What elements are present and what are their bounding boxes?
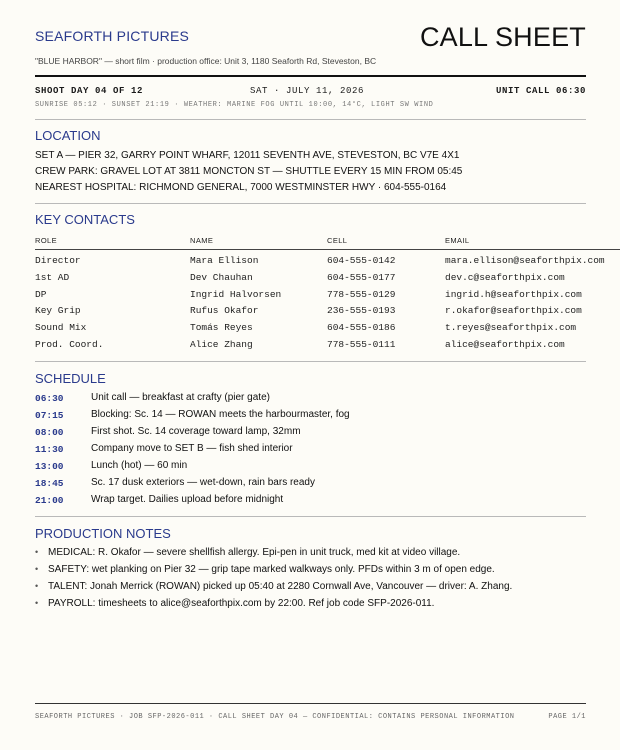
contact-name: Dev Chauhan: [190, 271, 253, 283]
contacts-table: [35, 236, 620, 351]
schedule-heading: SCHEDULE: [35, 371, 106, 386]
contact-role: 1st AD: [35, 271, 70, 283]
location-line-set: SET A — PIER 32, GARRY POINT WHARF, 12011 SEVENTH AVE, STEVESTON, BC V7E 4X1: [35, 150, 460, 161]
contact-role: DP: [35, 288, 47, 300]
contact-email: r.okafor@seaforthpix.com: [445, 305, 582, 317]
contact-cell: 604-555-0177: [327, 271, 396, 283]
schedule-description: Sc. 17 dusk exteriors — wet-down, rain bars ready: [91, 477, 315, 488]
note-text: SAFETY: wet planking on Pier 32 — grip tape marked walkways only. PFDs within 3 m of open edge.: [48, 564, 495, 575]
list-item: [35, 545, 586, 562]
schedule-description: Lunch (hot) — 60 min: [91, 460, 188, 471]
contact-email: alice@seaforthpix.com: [445, 338, 565, 350]
contact-name: Tomás Reyes: [190, 322, 253, 334]
contact-name: Rufus Okafor: [190, 305, 259, 317]
contact-role: Director: [35, 255, 81, 266]
section-divider: [35, 361, 586, 362]
page-number: PAGE 1/1: [548, 713, 586, 721]
contact-name: Ingrid Halvorsen: [190, 288, 282, 300]
bullet-icon: •: [35, 547, 39, 557]
note-text: MEDICAL: R. Okafor — severe shellfish allergy. Epi-pen in unit truck, med kit at video village.: [48, 547, 461, 558]
list-item: [35, 441, 586, 458]
section-divider: [35, 516, 586, 517]
notes-list: [35, 545, 586, 613]
schedule-description: Blocking: Sc. 14 — ROWAN meets the harbourmaster, fog: [91, 409, 350, 420]
footer-text: SEAFORTH PICTURES · JOB SFP-2026-011 · CALL SHEET DAY 04 — CONFIDENTIAL: CONTAINS PERSONAL INFORMATION: [35, 713, 515, 721]
schedule-description: Unit call — breakfast at crafty (pier gate): [91, 392, 270, 403]
bullet-icon: •: [35, 598, 39, 608]
contact-email: ingrid.h@seaforthpix.com: [445, 288, 582, 300]
header-divider: [35, 75, 586, 77]
list-item: [35, 424, 586, 441]
schedule-description: Company move to SET B — fish shed interior: [91, 443, 293, 454]
list-item: [35, 475, 586, 492]
schedule-time: 06:30: [35, 393, 64, 404]
unit-call: UNIT CALL 06:30: [495, 86, 586, 96]
note-text: PAYROLL: timesheets to alice@seaforthpix.com by 22:00. Ref job code SFP-2026-011.: [48, 598, 435, 609]
schedule-description: Wrap target. Dailies upload before midnight: [91, 494, 284, 505]
page-footer: [35, 713, 586, 721]
table-row: [35, 284, 620, 301]
bullet-icon: •: [35, 581, 39, 591]
weather-line: SUNRISE 05:12 · SUNSET 21:19 · WEATHER: MARINE FOG UNTIL 10:00, 14°C, LIGHT SW WIND: [35, 101, 434, 109]
bullet-icon: •: [35, 564, 39, 574]
contact-role: Sound Mix: [35, 322, 87, 334]
schedule-time: 13:00: [35, 461, 64, 472]
shoot-date: SAT · JULY 11, 2026: [250, 86, 365, 96]
production-subline: "BLUE HARBOR" — short film · production office: Unit 3, 1180 Seaforth Rd, Steveston, BC: [35, 56, 377, 66]
contacts-heading: KEY CONTACTS: [35, 212, 135, 227]
schedule-description: First shot. Sc. 14 coverage toward lamp, 32mm: [91, 426, 301, 437]
contact-cell: 604-555-0186: [327, 322, 396, 334]
contact-cell: 236-555-0193: [327, 305, 396, 317]
table-row: [35, 317, 620, 334]
contact-role: Prod. Coord.: [35, 338, 104, 350]
shoot-day: SHOOT DAY 04 OF 12: [35, 86, 144, 96]
table-row: [35, 267, 620, 284]
contact-role: Key Grip: [35, 305, 81, 317]
table-row: [35, 250, 620, 267]
section-divider: [35, 119, 586, 120]
note-text: TALENT: Jonah Merrick (ROWAN) picked up 05:40 at 2280 Cornwall Ave, Vancouver — driver: A. Zhang.: [48, 581, 513, 592]
list-item: [35, 596, 586, 613]
list-item: [35, 492, 586, 509]
schedule-time: 11:30: [35, 444, 64, 455]
contact-email: mara.ellison@seaforthpix.com: [445, 255, 605, 266]
column-header-role: ROLE: [35, 236, 58, 245]
column-header-cell: CELL: [327, 236, 348, 245]
column-header-email: EMAIL: [445, 236, 470, 245]
section-divider: [35, 203, 586, 204]
contact-name: Mara Ellison: [190, 255, 259, 266]
contact-cell: 778-555-0111: [327, 338, 396, 350]
schedule-time: 18:45: [35, 478, 64, 489]
document-title: CALL SHEET: [419, 22, 586, 52]
contact-cell: 604-555-0142: [327, 255, 396, 266]
contact-name: Alice Zhang: [190, 338, 253, 350]
location-heading: LOCATION: [35, 128, 101, 143]
table-row: [35, 300, 620, 317]
schedule-time: 08:00: [35, 427, 64, 438]
schedule-time: 21:00: [35, 495, 64, 506]
contacts-table-header: [35, 236, 620, 250]
table-row: [35, 334, 620, 351]
list-item: [35, 390, 586, 407]
notes-heading: PRODUCTION NOTES: [35, 526, 171, 541]
list-item: [35, 562, 586, 579]
list-item: [35, 579, 586, 596]
call-sheet-page: [35, 0, 605, 750]
list-item: [35, 407, 586, 424]
contact-email: dev.c@seaforthpix.com: [445, 271, 565, 283]
list-item: [35, 458, 586, 475]
location-line-crew-park: CREW PARK: GRAVEL LOT AT 3811 MONCTON ST — SHUTTLE EVERY 15 MIN FROM 05:45: [35, 166, 463, 177]
contact-cell: 778-555-0129: [327, 288, 396, 300]
schedule-list: [35, 390, 586, 509]
column-header-name: NAME: [190, 236, 214, 245]
contact-email: t.reyes@seaforthpix.com: [445, 322, 577, 334]
footer-divider: [35, 703, 586, 704]
schedule-time: 07:15: [35, 410, 64, 421]
location-line-hospital: NEAREST HOSPITAL: RICHMOND GENERAL, 7000 WESTMINSTER HWY · 604-555-0164: [35, 182, 447, 193]
company-name: SEAFORTH PICTURES: [35, 28, 190, 44]
